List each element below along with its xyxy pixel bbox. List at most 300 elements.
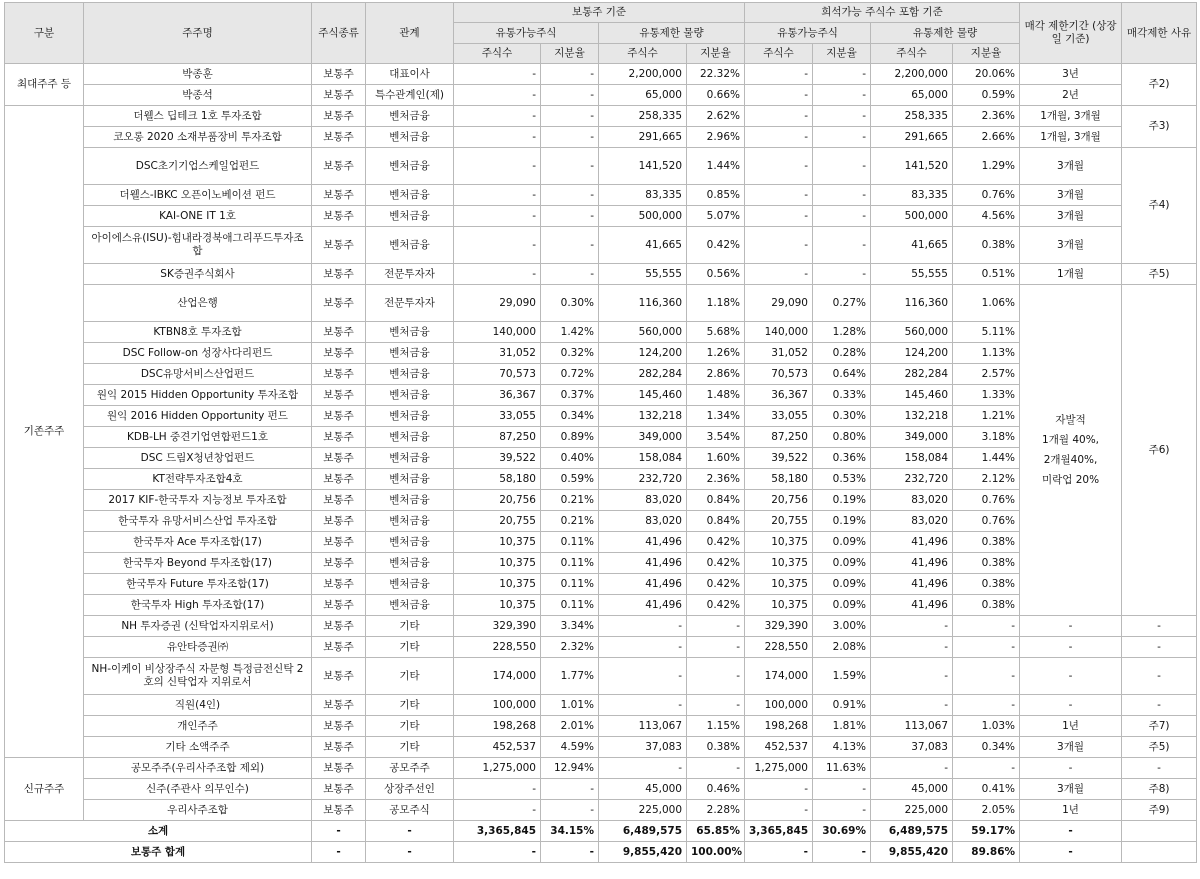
cell-rr: 5.68% bbox=[687, 322, 745, 343]
relation: 벤처금융 bbox=[366, 574, 454, 595]
shareholder-name: 더웰스-IBKC 오픈이노베이션 펀드 bbox=[84, 185, 312, 206]
cell-rs: 41,496 bbox=[599, 532, 687, 553]
cell-fs: 10,375 bbox=[454, 553, 541, 574]
share-type: 보통주 bbox=[312, 322, 366, 343]
shareholder-name: 2017 KIF-한국투자 지능정보 투자조합 bbox=[84, 490, 312, 511]
cell-fs: 39,522 bbox=[454, 448, 541, 469]
cell-dfs: 100,000 bbox=[745, 695, 813, 716]
header-ratio: 지분율 bbox=[953, 44, 1020, 64]
header-gubun: 구분 bbox=[5, 3, 84, 64]
cell-fr: - bbox=[541, 127, 599, 148]
relation: 벤처금융 bbox=[366, 553, 454, 574]
cell-drs: 158,084 bbox=[871, 448, 953, 469]
relation: 벤처금융 bbox=[366, 385, 454, 406]
relation: 전문투자자 bbox=[366, 285, 454, 322]
cell-drr: 20.06% bbox=[953, 64, 1020, 85]
restrict-period: - bbox=[1020, 758, 1122, 779]
shareholder-name: DSC 드림X청년창업펀드 bbox=[84, 448, 312, 469]
cell-drs: 145,460 bbox=[871, 385, 953, 406]
relation: 벤처금융 bbox=[366, 490, 454, 511]
cell-drs: 6,489,575 bbox=[871, 821, 953, 842]
share-type: 보통주 bbox=[312, 658, 366, 695]
cell-dfr: 1.28% bbox=[813, 322, 871, 343]
restrict-period: 자발적 1개월 40%, 2개월40%, 미락업 20% bbox=[1020, 285, 1122, 616]
restrict-period: 3개월 bbox=[1020, 227, 1122, 264]
table-row bbox=[5, 553, 1197, 574]
cell-rs: 232,720 bbox=[599, 469, 687, 490]
shareholder-name: 아이에스유(ISU)-힘내라경북애그리푸드투자조합 bbox=[84, 227, 312, 264]
table-row bbox=[5, 737, 1197, 758]
cell-fs: 33,055 bbox=[454, 406, 541, 427]
cell-drr: - bbox=[953, 758, 1020, 779]
cell-dfs: 29,090 bbox=[745, 285, 813, 322]
relation: 벤처금융 bbox=[366, 532, 454, 553]
cell-drr: 2.66% bbox=[953, 127, 1020, 148]
cell-fr: 12.94% bbox=[541, 758, 599, 779]
restrict-reason: 주5) bbox=[1122, 737, 1197, 758]
share-type: 보통주 bbox=[312, 264, 366, 285]
cell-dfs: - bbox=[745, 779, 813, 800]
share-type: - bbox=[312, 842, 366, 863]
cell-drr: 1.13% bbox=[953, 343, 1020, 364]
cell-drs: 500,000 bbox=[871, 206, 953, 227]
cell-rr: 2.36% bbox=[687, 469, 745, 490]
relation: 공모주주 bbox=[366, 758, 454, 779]
cell-rs: 500,000 bbox=[599, 206, 687, 227]
cell-rr: 0.66% bbox=[687, 85, 745, 106]
cell-dfs: 36,367 bbox=[745, 385, 813, 406]
cell-drs: - bbox=[871, 658, 953, 695]
cell-fs: 174,000 bbox=[454, 658, 541, 695]
cell-dfs: - bbox=[745, 64, 813, 85]
relation: 벤처금융 bbox=[366, 322, 454, 343]
cell-drs: 560,000 bbox=[871, 322, 953, 343]
cell-dfs: 87,250 bbox=[745, 427, 813, 448]
shareholder-table bbox=[4, 2, 1197, 863]
cell-dfr: 2.08% bbox=[813, 637, 871, 658]
cell-fr: 0.32% bbox=[541, 343, 599, 364]
cell-fr: 1.01% bbox=[541, 695, 599, 716]
relation: - bbox=[366, 842, 454, 863]
cell-drs: 225,000 bbox=[871, 800, 953, 821]
shareholder-name: SK증권주식회사 bbox=[84, 264, 312, 285]
share-type: 보통주 bbox=[312, 364, 366, 385]
cell-dfr: 0.80% bbox=[813, 427, 871, 448]
cell-dfr: 0.30% bbox=[813, 406, 871, 427]
cell-drr: 0.38% bbox=[953, 553, 1020, 574]
cell-rs: 83,020 bbox=[599, 490, 687, 511]
restrict-period: 3개월 bbox=[1020, 779, 1122, 800]
cell-drr: 0.41% bbox=[953, 779, 1020, 800]
cell-drr: 0.38% bbox=[953, 532, 1020, 553]
cell-dfr: - bbox=[813, 185, 871, 206]
cell-fs: 228,550 bbox=[454, 637, 541, 658]
relation: 벤처금융 bbox=[366, 595, 454, 616]
cell-rs: 65,000 bbox=[599, 85, 687, 106]
table-row bbox=[5, 406, 1197, 427]
restrict-period: - bbox=[1020, 616, 1122, 637]
share-type: 보통주 bbox=[312, 385, 366, 406]
cell-fs: 1,275,000 bbox=[454, 758, 541, 779]
restrict-reason: - bbox=[1122, 695, 1197, 716]
header-shares: 주식수 bbox=[599, 44, 687, 64]
cell-dfs: - bbox=[745, 185, 813, 206]
cell-fr: - bbox=[541, 106, 599, 127]
restrict-period: 3년 bbox=[1020, 64, 1122, 85]
table-row bbox=[5, 469, 1197, 490]
cell-rs: 116,360 bbox=[599, 285, 687, 322]
cell-dfs: 20,755 bbox=[745, 511, 813, 532]
cell-rr: 2.28% bbox=[687, 800, 745, 821]
restrict-period: - bbox=[1020, 658, 1122, 695]
cell-fs: - bbox=[454, 85, 541, 106]
restrict-period: 1년 bbox=[1020, 800, 1122, 821]
share-type: 보통주 bbox=[312, 553, 366, 574]
cell-rr: 5.07% bbox=[687, 206, 745, 227]
cell-drs: 83,020 bbox=[871, 490, 953, 511]
cell-dfr: 0.27% bbox=[813, 285, 871, 322]
cell-drr: 0.59% bbox=[953, 85, 1020, 106]
cell-rr: 0.84% bbox=[687, 490, 745, 511]
relation: 기타 bbox=[366, 658, 454, 695]
table-row bbox=[5, 343, 1197, 364]
cell-fr: 0.21% bbox=[541, 490, 599, 511]
header-shares: 주식수 bbox=[745, 44, 813, 64]
restrict-reason: 주2) bbox=[1122, 64, 1197, 106]
share-type: 보통주 bbox=[312, 185, 366, 206]
cell-dfr: 3.00% bbox=[813, 616, 871, 637]
cell-fr: 0.34% bbox=[541, 406, 599, 427]
share-type: 보통주 bbox=[312, 148, 366, 185]
cell-fs: - bbox=[454, 206, 541, 227]
table-row bbox=[5, 658, 1197, 695]
cell-fr: 1.42% bbox=[541, 322, 599, 343]
cell-dfr: 0.19% bbox=[813, 511, 871, 532]
relation: 벤처금융 bbox=[366, 227, 454, 264]
cell-dfr: - bbox=[813, 842, 871, 863]
cell-drr: 1.21% bbox=[953, 406, 1020, 427]
share-type: 보통주 bbox=[312, 206, 366, 227]
cell-fs: 140,000 bbox=[454, 322, 541, 343]
shareholder-name: KAI-ONE IT 1호 bbox=[84, 206, 312, 227]
cell-drs: 83,335 bbox=[871, 185, 953, 206]
cell-dfs: 228,550 bbox=[745, 637, 813, 658]
cell-fs: 452,537 bbox=[454, 737, 541, 758]
category-cell: 최대주주 등 bbox=[5, 64, 84, 106]
cell-fr: 1.77% bbox=[541, 658, 599, 695]
cell-fr: 0.11% bbox=[541, 532, 599, 553]
cell-dfr: 4.13% bbox=[813, 737, 871, 758]
cell-dfr: - bbox=[813, 264, 871, 285]
cell-rs: 258,335 bbox=[599, 106, 687, 127]
cell-rr: 0.38% bbox=[687, 737, 745, 758]
cell-dfr: 0.19% bbox=[813, 490, 871, 511]
cell-rs: 6,489,575 bbox=[599, 821, 687, 842]
cell-drr: 2.57% bbox=[953, 364, 1020, 385]
cell-rr: 22.32% bbox=[687, 64, 745, 85]
cell-fs: 29,090 bbox=[454, 285, 541, 322]
cell-drs: 232,720 bbox=[871, 469, 953, 490]
cell-dfs: - bbox=[745, 264, 813, 285]
restrict-period: - bbox=[1020, 695, 1122, 716]
cell-fr: 0.59% bbox=[541, 469, 599, 490]
shareholder-name: DSC Follow-on 성장사다리펀드 bbox=[84, 343, 312, 364]
cell-rr: 0.46% bbox=[687, 779, 745, 800]
cell-fr: - bbox=[541, 148, 599, 185]
cell-rr: 0.42% bbox=[687, 532, 745, 553]
cell-rr: 2.62% bbox=[687, 106, 745, 127]
shareholder-name: NH-이케이 비상장주식 자문형 특정금전신탁 2호의 신탁업자 지위로서 bbox=[84, 658, 312, 695]
share-type: 보통주 bbox=[312, 448, 366, 469]
cell-drs: 116,360 bbox=[871, 285, 953, 322]
cell-fs: 3,365,845 bbox=[454, 821, 541, 842]
cell-drr: - bbox=[953, 695, 1020, 716]
cell-fr: - bbox=[541, 227, 599, 264]
cell-rr: - bbox=[687, 616, 745, 637]
relation: - bbox=[366, 821, 454, 842]
shareholder-name: 한국투자 Beyond 투자조합(17) bbox=[84, 553, 312, 574]
shareholder-name: DSC초기기업스케일업펀드 bbox=[84, 148, 312, 185]
cell-fs: - bbox=[454, 227, 541, 264]
relation: 벤처금융 bbox=[366, 206, 454, 227]
cell-rs: 45,000 bbox=[599, 779, 687, 800]
restrict-reason: 주3) bbox=[1122, 106, 1197, 148]
cell-fr: 0.40% bbox=[541, 448, 599, 469]
shareholder-name: KDB-LH 중견기업연합펀드1호 bbox=[84, 427, 312, 448]
share-type: 보통주 bbox=[312, 406, 366, 427]
header-shares: 주식수 bbox=[454, 44, 541, 64]
shareholder-name: DSC유망서비스산업펀드 bbox=[84, 364, 312, 385]
restrict-reason bbox=[1122, 842, 1197, 863]
shareholder-name: 유안타증권㈜ bbox=[84, 637, 312, 658]
cell-dfr: 30.69% bbox=[813, 821, 871, 842]
share-type: 보통주 bbox=[312, 127, 366, 148]
restrict-reason: 주6) bbox=[1122, 285, 1197, 616]
cell-drr: 1.44% bbox=[953, 448, 1020, 469]
table-row bbox=[5, 758, 1197, 779]
share-type: 보통주 bbox=[312, 779, 366, 800]
cell-fr: - bbox=[541, 264, 599, 285]
total-label: 보통주 합계 bbox=[5, 842, 312, 863]
cell-dfr: 0.91% bbox=[813, 695, 871, 716]
cell-dfs: 70,573 bbox=[745, 364, 813, 385]
relation: 벤처금융 bbox=[366, 106, 454, 127]
cell-dfs: - bbox=[745, 127, 813, 148]
shareholder-name: 원익 2016 Hidden Opportunity 펀드 bbox=[84, 406, 312, 427]
header-restrict-reason: 매각제한 사유 bbox=[1122, 3, 1197, 64]
cell-drr: 3.18% bbox=[953, 427, 1020, 448]
cell-dfs: 10,375 bbox=[745, 553, 813, 574]
table-row bbox=[5, 490, 1197, 511]
share-type: 보통주 bbox=[312, 737, 366, 758]
cell-drr: 0.38% bbox=[953, 227, 1020, 264]
cell-drs: 45,000 bbox=[871, 779, 953, 800]
cell-drr: 1.06% bbox=[953, 285, 1020, 322]
table-row bbox=[5, 716, 1197, 737]
cell-dfs: 140,000 bbox=[745, 322, 813, 343]
shareholder-name: 원익 2015 Hidden Opportunity 투자조합 bbox=[84, 385, 312, 406]
cell-drs: 37,083 bbox=[871, 737, 953, 758]
cell-dfr: - bbox=[813, 779, 871, 800]
relation: 기타 bbox=[366, 737, 454, 758]
cell-fs: - bbox=[454, 106, 541, 127]
table-row bbox=[5, 616, 1197, 637]
cell-rs: 124,200 bbox=[599, 343, 687, 364]
cell-dfs: 10,375 bbox=[745, 574, 813, 595]
header-ratio: 지분율 bbox=[541, 44, 599, 64]
cell-dfs: 10,375 bbox=[745, 532, 813, 553]
header-name: 주주명 bbox=[84, 3, 312, 64]
cell-drs: 132,218 bbox=[871, 406, 953, 427]
share-type: 보통주 bbox=[312, 616, 366, 637]
cell-fr: 0.11% bbox=[541, 553, 599, 574]
cell-dfr: 0.09% bbox=[813, 595, 871, 616]
cell-fs: 10,375 bbox=[454, 532, 541, 553]
cell-rs: 83,020 bbox=[599, 511, 687, 532]
cell-rs: - bbox=[599, 658, 687, 695]
cell-fs: 31,052 bbox=[454, 343, 541, 364]
table-row bbox=[5, 427, 1197, 448]
cell-drr: - bbox=[953, 616, 1020, 637]
header-restrict-period: 매각 제한기간 (상장일 기준) bbox=[1020, 3, 1122, 64]
cell-drr: 0.34% bbox=[953, 737, 1020, 758]
cell-rr: 2.86% bbox=[687, 364, 745, 385]
relation: 벤처금융 bbox=[366, 511, 454, 532]
share-type: 보통주 bbox=[312, 469, 366, 490]
cell-rr: 0.42% bbox=[687, 574, 745, 595]
cell-dfr: 11.63% bbox=[813, 758, 871, 779]
cell-rs: 2,200,000 bbox=[599, 64, 687, 85]
cell-rr: - bbox=[687, 695, 745, 716]
cell-fr: - bbox=[541, 779, 599, 800]
cell-fs: 10,375 bbox=[454, 595, 541, 616]
cell-dfs: 198,268 bbox=[745, 716, 813, 737]
shareholder-name: KTBN8호 투자조합 bbox=[84, 322, 312, 343]
cell-fs: - bbox=[454, 264, 541, 285]
relation: 벤처금융 bbox=[366, 469, 454, 490]
cell-dfr: 0.09% bbox=[813, 553, 871, 574]
cell-fr: - bbox=[541, 85, 599, 106]
table-row bbox=[5, 64, 1197, 85]
share-type: 보통주 bbox=[312, 427, 366, 448]
share-type: 보통주 bbox=[312, 64, 366, 85]
cell-dfs: - bbox=[745, 85, 813, 106]
cell-dfr: - bbox=[813, 127, 871, 148]
table-row bbox=[5, 148, 1197, 185]
share-type: 보통주 bbox=[312, 595, 366, 616]
restrict-period: 3개월 bbox=[1020, 185, 1122, 206]
cell-dfr: 0.53% bbox=[813, 469, 871, 490]
relation: 벤처금융 bbox=[366, 148, 454, 185]
cell-fr: 0.11% bbox=[541, 595, 599, 616]
table-row bbox=[5, 127, 1197, 148]
cell-fs: 100,000 bbox=[454, 695, 541, 716]
table-row bbox=[5, 285, 1197, 322]
share-type: 보통주 bbox=[312, 85, 366, 106]
relation: 기타 bbox=[366, 637, 454, 658]
cell-fs: 329,390 bbox=[454, 616, 541, 637]
cell-fs: - bbox=[454, 842, 541, 863]
cell-dfr: - bbox=[813, 106, 871, 127]
cell-rr: - bbox=[687, 658, 745, 695]
shareholder-name: 기타 소액주주 bbox=[84, 737, 312, 758]
cell-dfs: 31,052 bbox=[745, 343, 813, 364]
cell-dfs: 329,390 bbox=[745, 616, 813, 637]
cell-dfr: 0.33% bbox=[813, 385, 871, 406]
table-row bbox=[5, 322, 1197, 343]
cell-rr: - bbox=[687, 758, 745, 779]
relation: 벤처금융 bbox=[366, 343, 454, 364]
cell-rr: 0.84% bbox=[687, 511, 745, 532]
cell-dfs: 33,055 bbox=[745, 406, 813, 427]
header-common-basis: 보통주 기준 bbox=[454, 3, 745, 23]
table-row bbox=[5, 448, 1197, 469]
share-type: 보통주 bbox=[312, 532, 366, 553]
share-type: - bbox=[312, 821, 366, 842]
cell-fs: 20,756 bbox=[454, 490, 541, 511]
cell-dfr: 0.36% bbox=[813, 448, 871, 469]
cell-drr: 4.56% bbox=[953, 206, 1020, 227]
shareholder-name: 공모주주(우리사주조합 제외) bbox=[84, 758, 312, 779]
cell-fs: 20,755 bbox=[454, 511, 541, 532]
shareholder-name: 개인주주 bbox=[84, 716, 312, 737]
header-restricted-common: 유통제한 물량 bbox=[599, 23, 745, 44]
cell-fs: 10,375 bbox=[454, 574, 541, 595]
relation: 벤처금융 bbox=[366, 406, 454, 427]
cell-fr: 2.32% bbox=[541, 637, 599, 658]
cell-rr: 0.85% bbox=[687, 185, 745, 206]
restrict-period: 1개월 bbox=[1020, 264, 1122, 285]
cell-fs: 36,367 bbox=[454, 385, 541, 406]
cell-dfs: 58,180 bbox=[745, 469, 813, 490]
cell-drr: 2.36% bbox=[953, 106, 1020, 127]
cell-rs: 291,665 bbox=[599, 127, 687, 148]
cell-dfs: 10,375 bbox=[745, 595, 813, 616]
restrict-period: 3개월 bbox=[1020, 737, 1122, 758]
category-cell: 신규주주 bbox=[5, 758, 84, 821]
cell-fr: 3.34% bbox=[541, 616, 599, 637]
cell-fs: - bbox=[454, 800, 541, 821]
restrict-reason: 주8) bbox=[1122, 779, 1197, 800]
cell-dfs: 20,756 bbox=[745, 490, 813, 511]
cell-rr: 0.42% bbox=[687, 227, 745, 264]
shareholder-name: 더웰스 딥테크 1호 투자조합 bbox=[84, 106, 312, 127]
cell-drr: 0.76% bbox=[953, 185, 1020, 206]
table-row bbox=[5, 595, 1197, 616]
restrict-period: - bbox=[1020, 637, 1122, 658]
cell-rr: - bbox=[687, 637, 745, 658]
cell-rr: 1.26% bbox=[687, 343, 745, 364]
share-type: 보통주 bbox=[312, 343, 366, 364]
cell-rs: - bbox=[599, 637, 687, 658]
cell-fs: 198,268 bbox=[454, 716, 541, 737]
cell-fr: 0.30% bbox=[541, 285, 599, 322]
shareholder-name: 우리사주조합 bbox=[84, 800, 312, 821]
cell-rr: 1.15% bbox=[687, 716, 745, 737]
share-type: 보통주 bbox=[312, 758, 366, 779]
cell-drr: 0.76% bbox=[953, 490, 1020, 511]
relation: 상장주선인 bbox=[366, 779, 454, 800]
cell-rs: 282,284 bbox=[599, 364, 687, 385]
shareholder-name: 직원(4인) bbox=[84, 695, 312, 716]
cell-rs: - bbox=[599, 758, 687, 779]
cell-fr: - bbox=[541, 800, 599, 821]
cell-drs: 349,000 bbox=[871, 427, 953, 448]
restrict-period: 1개월, 3개월 bbox=[1020, 106, 1122, 127]
shareholder-name: 코오롱 2020 소재부품장비 투자조합 bbox=[84, 127, 312, 148]
cell-drr: - bbox=[953, 637, 1020, 658]
cell-dfs: 174,000 bbox=[745, 658, 813, 695]
